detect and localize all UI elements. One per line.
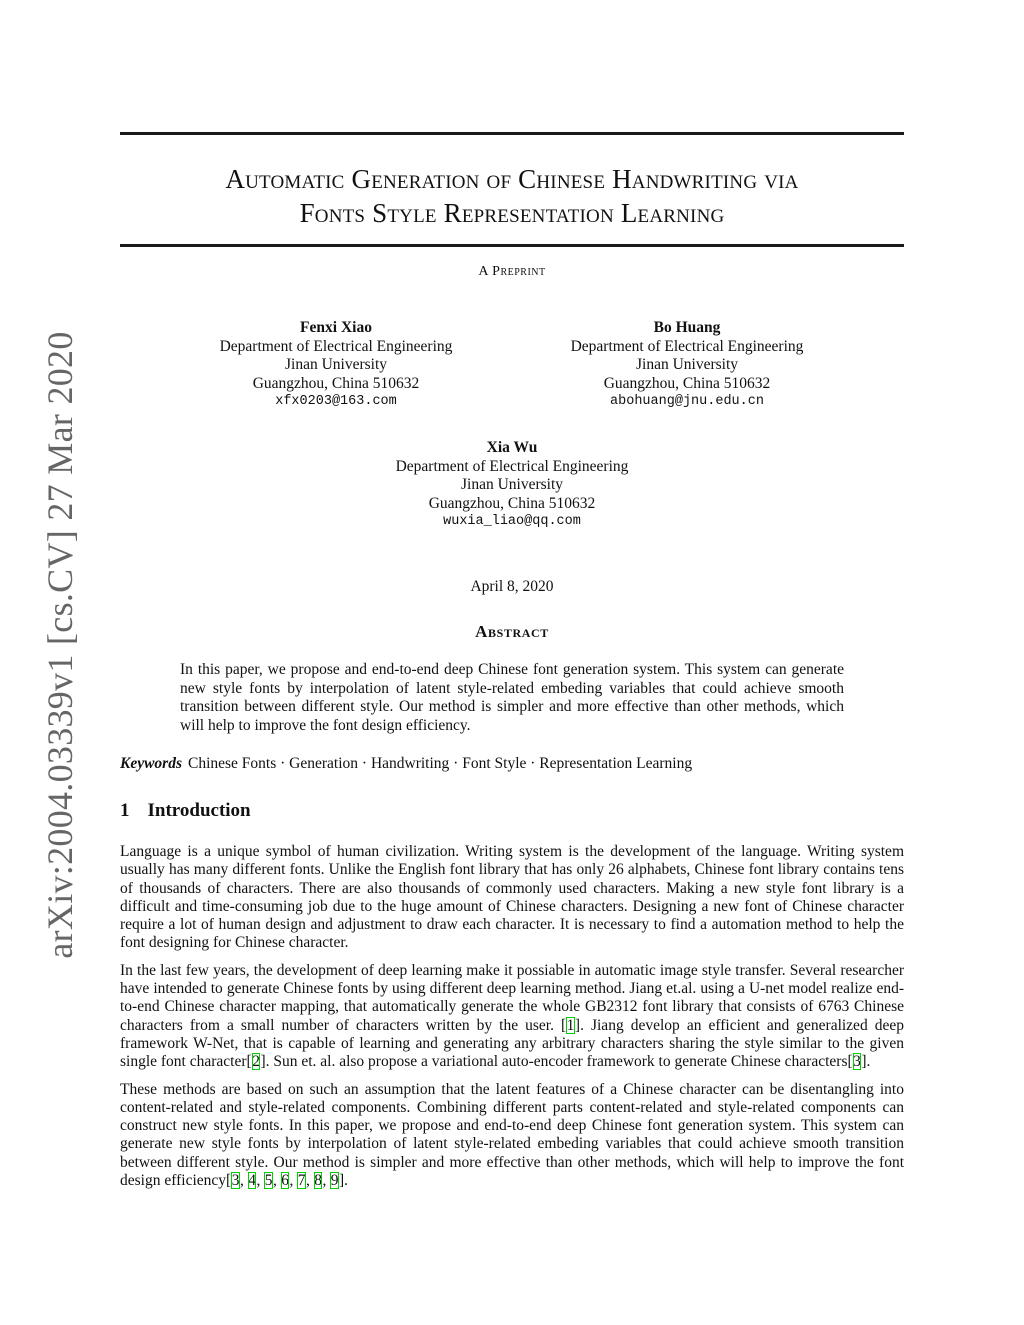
author-university: Jinan University	[635, 356, 739, 373]
author-address: Guangzhou, China 510632	[603, 374, 771, 392]
title-line-1: Automatic Generation of Chinese Handwriting via	[225, 164, 799, 194]
paragraph-text: ].	[861, 1053, 871, 1071]
top-rule	[120, 132, 904, 135]
author-block-3	[372, 439, 652, 532]
paragraph-text: In the last few years, the development of deep learning make it possiable in automatic image style transfer. Several researcher have intended to generate Chinese fonts by using different deep learning method. Jiang et.al. using a U-net model realize end-to-end Chinese character mapping, that automatically generate the whole GB2312 font library that consists of 6763 Chinese characters from a small number of characters written by the user. [	[120, 961, 904, 1034]
author-university: Jinan University	[460, 476, 564, 493]
author-department: Department of Electrical Engineering	[219, 337, 453, 355]
paragraph-3	[120, 1081, 904, 1191]
author-university: Jinan University	[284, 356, 388, 373]
author-block-1	[196, 319, 476, 412]
paper-title	[120, 162, 904, 230]
paragraph-1: Language is a unique symbol of human civilization. Writing system is the development of the language. Writing system usually has many different fonts. Unlike the English font library that has only 26 alphabets, Chinese font library contains tens of thousands of characters. There are also thousands of commonly used characters. Making a new style font library is a difficult and time-consuming job due to the huge amount of Chinese characters. Designing a new font of Chinese character require a lot of human design and adjustment to draw each character. It is necessary to find a automation method to help the font designing for Chinese character.	[120, 843, 904, 952]
paragraph-text: ]. Sun et. al. also propose a variational auto-encoder framework to generate Chinese characters[	[260, 1053, 853, 1071]
author-name: Fenxi Xiao	[300, 319, 372, 336]
paragraph-text: These methods are based on such an assumption that the latent features of a Chinese character can be disentangling into content-related and style-related components. Combining different parts content-related and style-related components can construct new style fonts. In this paper, we propose and end-to-end deep Chinese font generation system. This system can generate new style fonts by interpolation of latent style-related embeding variables that could achieve smooth transition between different style. Our method is simpler and more effective than other methods, which will help to improve the font design efficiency[	[120, 1080, 904, 1190]
author-email[interactable]: abohuang@jnu.edu.cn	[610, 394, 764, 409]
bottom-rule	[120, 244, 904, 247]
paragraph-text: ].	[338, 1172, 348, 1190]
preprint-label: A Preprint	[478, 264, 546, 279]
author-email[interactable]: wuxia_liao@qq.com	[443, 514, 581, 529]
citation-link[interactable]: 8	[314, 1172, 322, 1190]
citation-link[interactable]: 2	[252, 1053, 260, 1071]
keywords	[120, 755, 904, 773]
author-address: Guangzhou, China 510632	[428, 494, 596, 512]
section-number: 1	[120, 800, 130, 821]
section-heading-introduction	[120, 800, 251, 822]
paper-date: April 8, 2020	[470, 578, 554, 595]
citation-link[interactable]: 4	[248, 1172, 256, 1190]
citation-list: 3, 4, 5, 6, 7, 8, 9	[231, 1172, 339, 1190]
author-department: Department of Electrical Engineering	[395, 457, 629, 475]
citation-link[interactable]: 5	[264, 1172, 273, 1190]
author-email[interactable]: xfx0203@163.com	[275, 394, 397, 409]
citation-link[interactable]: 7	[297, 1172, 306, 1190]
introduction-body	[120, 843, 904, 1199]
section-title: Introduction	[147, 800, 251, 821]
author-department: Department of Electrical Engineering	[570, 337, 804, 355]
abstract-heading: Abstract	[475, 622, 549, 641]
citation-link[interactable]: 6	[281, 1172, 289, 1190]
title-line-2: Fonts Style Representation Learning	[299, 198, 725, 228]
keywords-text: Chinese Fonts · Generation · Handwriting · Font Style · Representation Learning	[188, 755, 693, 772]
paragraph-2	[120, 962, 904, 1072]
citation-link[interactable]: 9	[330, 1172, 339, 1190]
citation-link[interactable]: 3	[231, 1172, 240, 1190]
author-name: Bo Huang	[653, 319, 721, 336]
arxiv-identifier[interactable]: arXiv:2004.03339v1 [cs.CV] 27 Mar 2020	[40, 331, 80, 959]
citation-link[interactable]: 1	[566, 1016, 575, 1034]
paragraph-text: ]. Jiang develop an efficient and generalized deep framework W-Net, that is capable of learning and generating any arbitrary characters sharing the style similar to the given single font character[	[120, 1016, 904, 1071]
author-address: Guangzhou, China 510632	[252, 374, 420, 392]
keywords-label: Keywords	[120, 755, 182, 772]
author-block-2	[547, 319, 827, 412]
citation-link[interactable]: 3	[853, 1053, 861, 1071]
author-name: Xia Wu	[486, 439, 538, 456]
abstract-text: In this paper, we propose and end-to-end deep Chinese font generation system. This system can generate new style fonts by interpolation of latent style-related embeding variables that could achieve smooth transition between different style. Our method is simpler and more effective than other methods, which will help to improve the font design efficiency.	[180, 661, 844, 734]
